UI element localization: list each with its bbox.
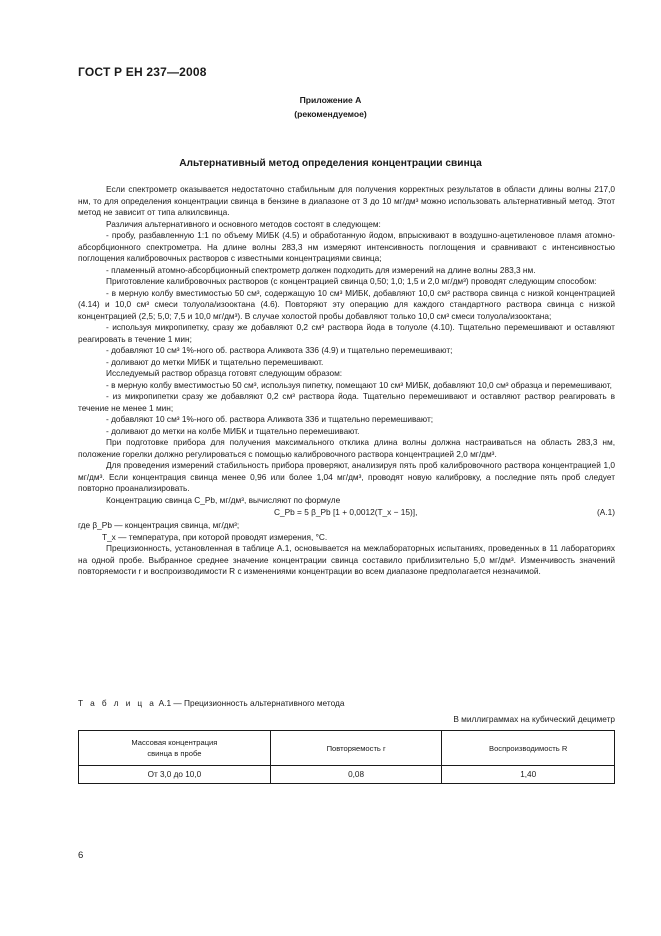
list-item: - доливают до метки МИБК и тщательно перемешивают. <box>106 356 324 367</box>
legend-item: где β_Pb — концентрация свинца, мг/дм³; <box>78 520 240 530</box>
page-number: 6 <box>78 850 84 861</box>
document-header: ГОСТ Р ЕН 237—2008 <box>78 65 207 79</box>
list-item: - из микропипетки сразу же добавляют 0,2 см³ раствора йода. Тщательно перемешивают и оставляют раствор реагировать в течение не менее 1 мин; <box>78 391 615 413</box>
paragraph: Исследуемый раствор образца готовят следующим образом: <box>106 368 343 378</box>
formula-expression: C_Pb = 5 β_Pb [1 + 0,0012(T_x − 15)], <box>274 507 418 517</box>
section-title: Альтернативный метод определения концентрации свинца <box>179 158 482 169</box>
table-header-row <box>79 731 615 766</box>
paragraph: Различия альтернативного и основного методов состоят в следующем: <box>106 218 381 229</box>
table-row <box>79 766 615 784</box>
table-caption <box>78 698 345 708</box>
list-item: - пробу, разбавленную 1:1 по объему МИБК (4.5) и обработанную йодом, впрыскивают в воздушно-ацетиленовое пламя атомно-абсорбционного спектрометра. На длине волны 283,3 нм измеряют интенсивность поглощения и сравнивают с интенсивностью поглощения калибровочных растворов с известными концентрациями свинца; <box>78 230 615 263</box>
paragraph: Приготовление калибровочных растворов (с концентрацией свинца 0,50; 1,0; 1,5 и 2,0 мг/дм³) проводят следующим способом: <box>106 276 597 286</box>
list-item: - добавляют 10 см³ 1%-ного об. раствора Аликвота 336 (4.9) и тщательно перемешивают; <box>106 345 453 355</box>
list-item: - добавляют 10 см³ 1%-ного об. раствора Аликвота 336 и тщательно перемешивают; <box>106 414 434 424</box>
paragraph: Прецизионность, установленная в таблице А.1, основывается на межлабораторных испытаниях, проведенных в 11 лабораториях на одной пробе. Выбранное среднее значение концентрации свинца составило приблизительно 5,0 мг/дм³. Изменчивость значений повторяемости r и воспроизводимости R с изменениями концентрации во всем диапазоне предполагается незначимой. <box>78 543 615 576</box>
list-item: - в мерную колбу вместимостью 50 см³, содержащую 10 см³ МИБК, добавляют 10,0 см³ раствора свинца с низкой концентрацией (4.14) и 10,0 см³ смеси толуола/изооктана (4.6). Повторяют эту операцию для каждого стандартного раствора свинца с низкой концентрацией (2,5; 5,0; 7,5 и 10,0 мг/дм³). В случае холостой пробы добавляют только 10,0 см³ смеси толуола/изооктана; <box>78 287 615 321</box>
appendix-label: Приложение А <box>299 95 362 105</box>
formula-number: (А.1) <box>597 507 615 517</box>
table-cell: 0,08 <box>270 766 442 784</box>
table-caption-prefix: Т а б л и ц а <box>78 698 157 708</box>
table-cell: 1,40 <box>442 766 615 784</box>
formula-line <box>78 506 615 520</box>
body-text <box>78 184 615 578</box>
paragraph: Для проведения измерений стабильность прибора проверяют, анализируя пять проб калибровочного раствора концентрацией 1,0 мг/дм³. Если концентрация свинца менее 0,96 или более 1,04 мг/дм³, проводят новую калибровку, а последние пять проб следует повторно проанализировать. <box>78 460 615 493</box>
formula-legend <box>78 520 615 543</box>
column-header: Воспроизводимость R <box>442 731 615 766</box>
column-header: Массовая концентрация свинца в пробе <box>79 731 271 766</box>
table-caption-text: А.1 — Прецизионность альтернативного метода <box>158 698 345 708</box>
legend-item: T_x — температура, при которой проводят измерения, °C. <box>102 531 328 542</box>
list-item: - в мерную колбу вместимостью 50 см³, используя пипетку, помещают 10 см³ МИБК, добавляют 10,0 см³ образца и перемешивают, <box>106 379 612 390</box>
appendix-status: (рекомендуемое) <box>294 109 367 119</box>
table-cell: От 3,0 до 10,0 <box>79 766 271 784</box>
paragraph: Концентрацию свинца C_Pb, мг/дм³, вычисляют по формуле <box>106 494 341 505</box>
list-item: - используя микропипетку, сразу же добавляют 0,2 см³ раствора йода в толуоле (4.10). Тщательно перемешивают и оставляют реагировать в течение 1 мин; <box>78 322 615 344</box>
paragraph: Если спектрометр оказывается недостаточно стабильным для получения корректных результатов в области длины волны 217,0 нм, то для определения концентрации свинца в бензине в диапазоне от 3 до 10 мг/дм³ можно использовать альтернативный метод. Этот метод не зависит от типа алкилсвинца. <box>78 184 615 217</box>
list-item: - пламенный атомно-абсорбционный спектрометр должен подходить для измерений на длине волны 283,3 нм. <box>106 264 536 275</box>
list-item: - доливают до метки на колбе МИБК и тщательно перемешивают. <box>106 425 360 436</box>
precision-table <box>78 730 615 784</box>
column-header: Повторяемость r <box>270 731 442 766</box>
table-units: В миллиграммах на кубический дециметр <box>453 714 615 724</box>
paragraph: При подготовке прибора для получения максимального отклика длина волны должна настраиваться на область 283,3 нм, положение горелки должно регулироваться с помощью калибровочного раствора концентрацией 2,0 мг/дм³. <box>78 437 615 459</box>
